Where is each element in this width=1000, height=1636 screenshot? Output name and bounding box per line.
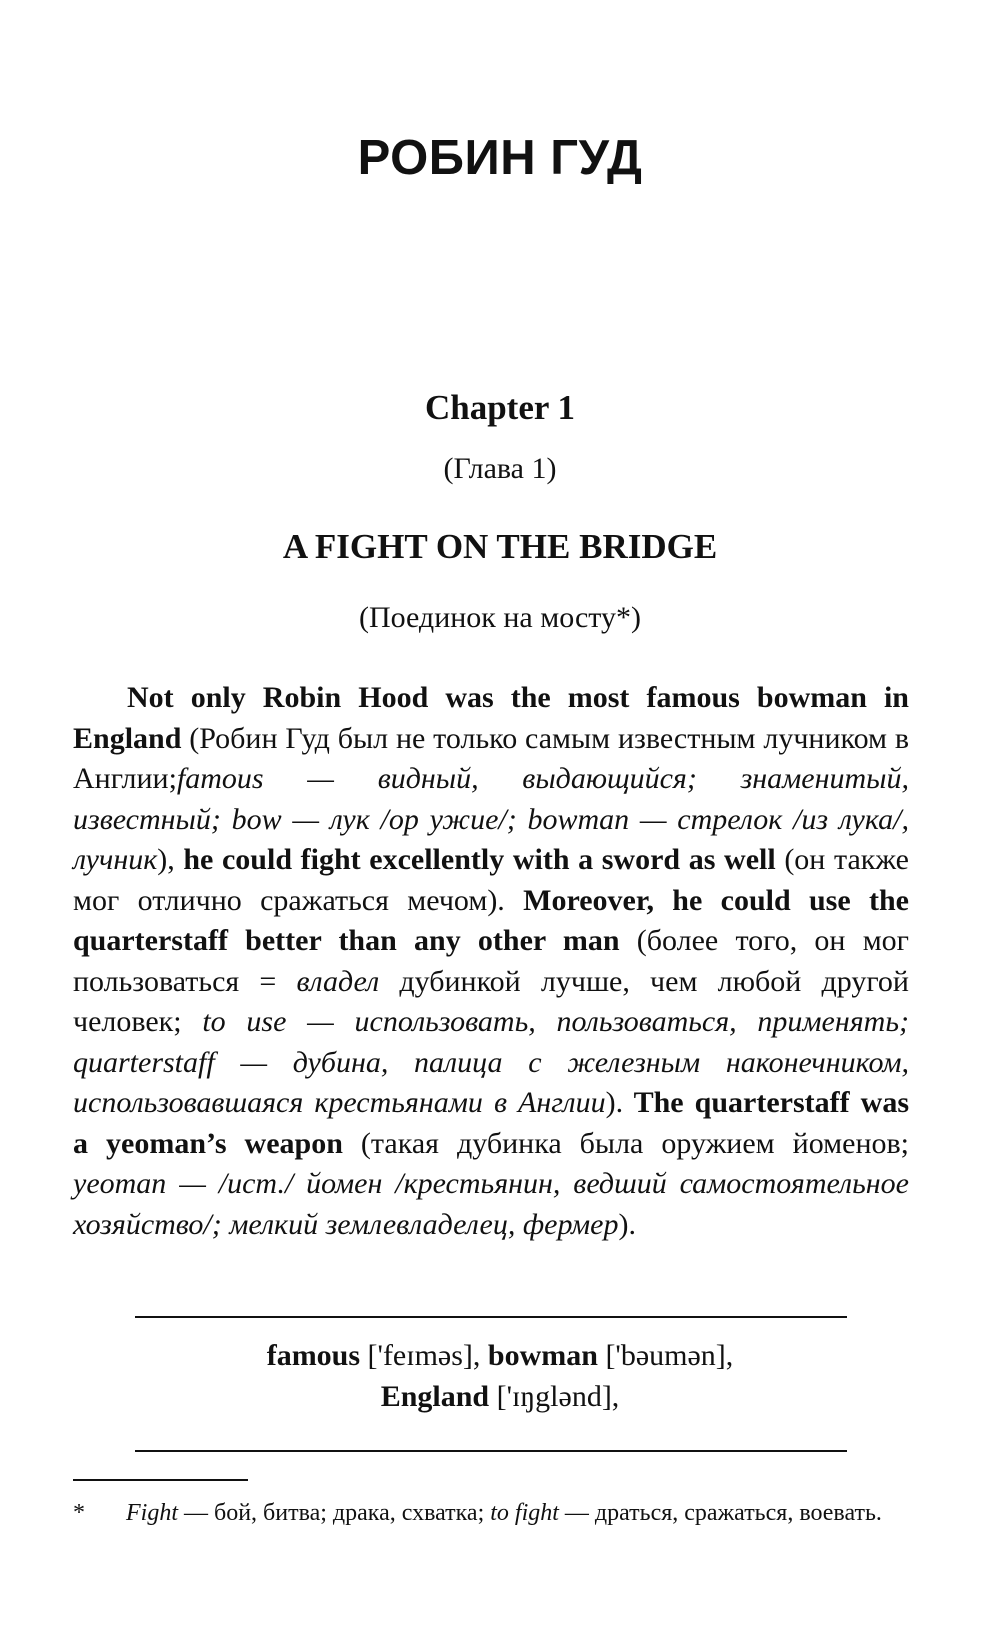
book-title: РОБИН ГУД [357, 131, 643, 185]
russian-translation: (более того, он мог пользоваться = [73, 924, 909, 998]
russian-translation: дубинкой лучше, чем любой другой человек; [73, 964, 909, 1038]
footnote-definition: — бой, битва; драка, схватка; [178, 1500, 491, 1526]
transcription: ['feɪməs], [360, 1339, 488, 1372]
chapter-heading: Chapter 1 [424, 388, 576, 427]
vocabulary-note: yeoman — /ист./ йомен /крестьянин, ведший самостоятельное хозяйство/; мелкий землевладелец, фермер [73, 1167, 909, 1241]
english-text: The quarterstaff was a yeoman’s weapon [73, 1086, 909, 1160]
footnote-marker: * [73, 1500, 85, 1526]
footnote-term: to fight [490, 1500, 559, 1526]
footnote-term: Fight [126, 1500, 178, 1526]
main-paragraph [73, 678, 909, 1245]
punctuation: ). [605, 1086, 624, 1119]
footnote-text [126, 1497, 909, 1529]
pronunciation-line-1 [0, 1339, 1000, 1373]
punctuation: ), [157, 843, 175, 876]
punctuation: ). [618, 1207, 636, 1241]
vocabulary-note: to use — использовать, пользоваться, применять; quarterstaff — дубина, палица с железным наконечником, использовавшаяся крестьянами в Англии [73, 1005, 909, 1119]
russian-translation: (такая дубинка была оружием йоменов; [342, 1126, 909, 1160]
vocabulary-note: famous — видный, выдающийся; знаменитый, известный; bow — лук /ор ужие/; bowman — стрелок /из лука/, лучник [73, 762, 909, 876]
section-title: A FIGHT ON THE BRIDGE [282, 527, 718, 566]
pronunciation-word: famous [266, 1339, 361, 1372]
pronunciation-word: England [380, 1380, 490, 1413]
transcription: ['ɪŋglənd], [489, 1380, 620, 1413]
divider-top [135, 1316, 847, 1318]
chapter-heading-translation: (Глава 1) [443, 452, 557, 485]
english-text: Not only Robin Hood was the most famous bowman in England [73, 681, 909, 755]
divider-bottom [135, 1450, 847, 1452]
section-title-translation: (Поединок на мосту*) [358, 601, 641, 634]
footnote-divider [73, 1479, 248, 1481]
english-text: he could fight excellently with a sword as well [174, 843, 776, 876]
english-text: Moreover, he could use the quarterstaff better than any other man [73, 883, 909, 957]
pronunciation-line-2 [0, 1380, 1000, 1414]
vocabulary-note: владел [296, 964, 380, 998]
russian-translation: (он также мог отлично сражаться мечом). [73, 843, 909, 917]
pronunciation-word: bowman [487, 1339, 598, 1372]
russian-translation: (Робин Гуд был не только самым известным лучником в Англии; [73, 721, 909, 795]
footnote-definition: — драться, сражаться, воевать. [558, 1500, 882, 1526]
transcription: ['bəumən], [597, 1339, 734, 1372]
